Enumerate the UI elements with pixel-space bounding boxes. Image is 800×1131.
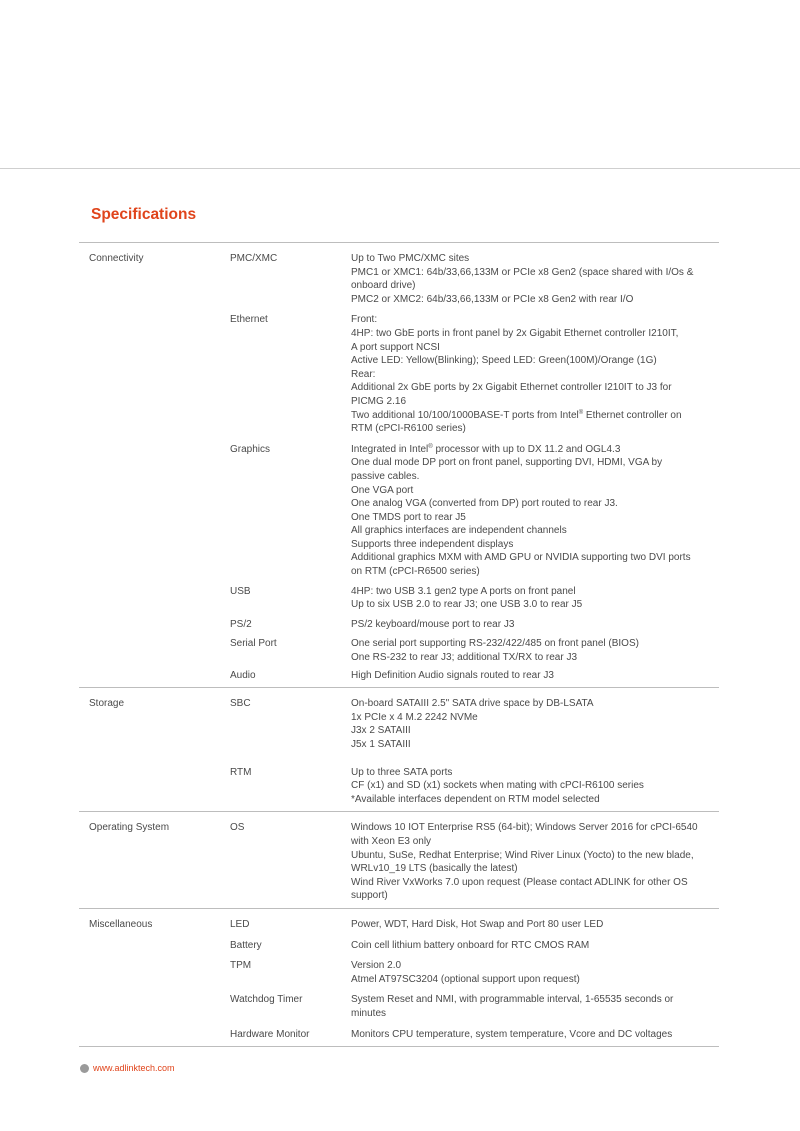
spec-value-line: Wind River VxWorks 7.0 upon request (Please contact ADLINK for other OS	[351, 876, 688, 888]
spec-label: USB	[230, 585, 251, 597]
spec-value-line: One dual mode DP port on front panel, supporting DVI, HDMI, VGA by	[351, 457, 663, 469]
spec-table	[79, 242, 719, 1047]
spec-value-line: Atmel AT97SC3204 (optional support upon request)	[351, 973, 580, 985]
spec-label: Hardware Monitor	[230, 1028, 310, 1040]
spec-label: Battery	[230, 939, 262, 951]
spec-category: Operating System	[89, 822, 170, 834]
spec-row	[79, 443, 719, 579]
header-divider	[0, 168, 800, 169]
spec-value-line: Additional 2x GbE ports by 2x Gigabit Ethernet controller I210IT to J3 for	[351, 382, 672, 394]
spec-section	[79, 687, 719, 811]
spec-value-line: Monitors CPU temperature, system temperature, Vcore and DC voltages	[351, 1028, 673, 1040]
spec-row	[79, 1028, 719, 1042]
spec-value-line: One serial port supporting RS-232/422/485 on front panel (BIOS)	[351, 638, 639, 650]
spec-value-line: J5x 1 SATAIII	[351, 739, 411, 750]
spec-value-line: passive cables.	[351, 470, 420, 482]
spec-value	[351, 637, 719, 664]
spec-value-line: Version 2.0	[351, 960, 402, 972]
spec-row	[79, 766, 719, 807]
spec-category	[79, 766, 230, 807]
spec-row	[79, 959, 719, 986]
spec-value-line: Up to three SATA ports	[351, 766, 453, 778]
spec-value-line: All graphics interfaces are independent channels	[351, 525, 567, 537]
spec-value-line: 4HP: two USB 3.1 gen2 type A ports on front panel	[351, 585, 576, 597]
spec-section	[79, 811, 719, 908]
spec-value-line: High Definition Audio signals routed to rear J3	[351, 669, 554, 681]
spec-category	[79, 585, 230, 612]
spec-value	[351, 1028, 719, 1042]
spec-value-line: PMC1 or XMC1: 64b/33,66,133M or PCIe x8 Gen2 (space shared with I/Os &	[351, 266, 694, 278]
spec-row	[79, 637, 719, 664]
spec-value-line: A port support NCSI	[351, 341, 440, 353]
spec-value-line: On-board SATAIII 2.5" SATA drive space by DB-LSATA	[351, 698, 594, 710]
spec-category	[79, 669, 230, 683]
spec-value-line: 1x PCIe x 4 M.2 2242 NVMe	[351, 711, 478, 723]
spec-value-line: 4HP: two GbE ports in front panel by 2x Gigabit Ethernet controller I210IT,	[351, 327, 679, 339]
spec-category	[79, 1028, 230, 1042]
spec-value-line: onboard drive)	[351, 280, 416, 292]
spec-value-line: Coin cell lithium battery onboard for RTC CMOS RAM	[351, 939, 590, 951]
spec-category: Connectivity	[89, 253, 144, 264]
spec-value-line: Ubuntu, SuSe, Redhat Enterprise; Wind River Linux (Yocto) to the new blade,	[351, 849, 694, 861]
spec-row	[79, 313, 719, 435]
spec-value	[351, 697, 719, 751]
spec-category	[79, 959, 230, 986]
spec-row	[79, 585, 719, 612]
spec-value	[351, 918, 719, 932]
spec-value-line: System Reset and NMI, with programmable interval, 1-65535 seconds or	[351, 994, 674, 1006]
spec-section	[79, 908, 719, 1047]
spec-value	[351, 821, 719, 903]
spec-label: Watchdog Timer	[230, 994, 303, 1006]
spec-value	[351, 993, 719, 1020]
spec-label: LED	[230, 918, 250, 930]
spec-value	[351, 618, 719, 632]
spec-value-line: PMC2 or XMC2: 64b/33,66,133M or PCIe x8 Gen2 with rear I/O	[351, 293, 634, 305]
spec-value-line: CF (x1) and SD (x1) sockets when mating with cPCI-R6100 series	[351, 780, 644, 792]
spec-category	[79, 993, 230, 1020]
spec-value-line: Power, WDT, Hard Disk, Hot Swap and Port 80 user LED	[351, 918, 604, 930]
spec-value-line: Rear:	[351, 368, 376, 380]
spec-label: OS	[230, 822, 245, 834]
spec-value-line: PS/2 keyboard/mouse port to rear J3	[351, 618, 515, 630]
spec-value-line: Two additional 10/100/1000BASE-T ports from Intel® Ethernet controller on	[351, 409, 682, 421]
spec-category	[79, 637, 230, 664]
spec-category: Miscellaneous	[89, 918, 153, 930]
spec-value	[351, 585, 719, 612]
spec-row	[79, 939, 719, 953]
spec-value	[351, 959, 719, 986]
footer	[80, 1063, 175, 1073]
spec-value-line: Active LED: Yellow(Blinking); Speed LED: Green(100M)/Orange (1G)	[351, 355, 657, 367]
spec-value-line: Integrated in Intel® processor with up to DX 11.2 and OGL4.3	[351, 443, 621, 455]
spec-row	[79, 993, 719, 1020]
spec-label: RTM	[230, 766, 252, 778]
spec-value	[351, 313, 719, 435]
spec-label: TPM	[230, 960, 252, 972]
page-title: Specifications	[91, 206, 197, 223]
spec-row	[79, 918, 719, 932]
spec-value-line: on RTM (cPCI-R6500 series)	[351, 566, 480, 578]
spec-value-line: Windows 10 IOT Enterprise RS5 (64-bit); Windows Server 2016 for cPCI-6540	[351, 822, 698, 834]
website-link[interactable]: www.adlinktech.com	[93, 1063, 175, 1073]
spec-value-line: Up to six USB 2.0 to rear J3; one USB 3.0 to rear J5	[351, 599, 583, 611]
spec-value-line: WRLv10_19 LTS (basically the latest)	[351, 863, 518, 875]
spec-value-line: with Xeon E3 only	[351, 835, 432, 847]
spec-value	[351, 252, 719, 306]
spec-label: Graphics	[230, 443, 271, 455]
spec-value	[351, 669, 719, 683]
spec-value	[351, 443, 719, 579]
spec-category	[79, 443, 230, 579]
spec-row	[79, 697, 719, 751]
spec-row	[79, 669, 719, 683]
spec-value	[351, 766, 719, 807]
spec-value-line: PICMG 2.16	[351, 395, 407, 407]
spec-value-line: Up to Two PMC/XMC sites	[351, 253, 470, 264]
spec-label: PS/2	[230, 618, 252, 630]
spec-value-line: Supports three independent displays	[351, 538, 514, 550]
spec-value-line: One TMDS port to rear J5	[351, 511, 466, 523]
spec-label: Serial Port	[230, 638, 277, 650]
spec-label: SBC	[230, 698, 251, 710]
spec-value-line: J3x 2 SATAIII	[351, 725, 411, 737]
spec-section	[79, 242, 719, 687]
spec-value-line: support)	[351, 890, 388, 902]
spec-row	[79, 821, 719, 903]
spec-category	[79, 618, 230, 632]
spec-category	[79, 313, 230, 435]
spec-label: PMC/XMC	[230, 253, 278, 264]
spec-value-line: Additional graphics MXM with AMD GPU or NVIDIA supporting two DVI ports	[351, 552, 691, 564]
spec-value-line: RTM (cPCI-R6100 series)	[351, 423, 466, 435]
spec-value-line: One RS-232 to rear J3; additional TX/RX to rear J3	[351, 652, 578, 664]
spec-value-line: *Available interfaces dependent on RTM model selected	[351, 793, 600, 805]
globe-icon	[80, 1064, 89, 1073]
spec-value-line: One VGA port	[351, 484, 414, 496]
spec-label: Ethernet	[230, 314, 268, 326]
spec-row	[79, 618, 719, 632]
spec-value-line: Front:	[351, 314, 378, 326]
spec-label: Audio	[230, 669, 256, 681]
spec-category: Storage	[89, 698, 125, 710]
spec-value	[351, 939, 719, 953]
spec-category	[79, 939, 230, 953]
spec-value-line: minutes	[351, 1007, 387, 1019]
spec-row	[79, 252, 719, 306]
spec-value-line: One analog VGA (converted from DP) port routed to rear J3.	[351, 498, 618, 510]
